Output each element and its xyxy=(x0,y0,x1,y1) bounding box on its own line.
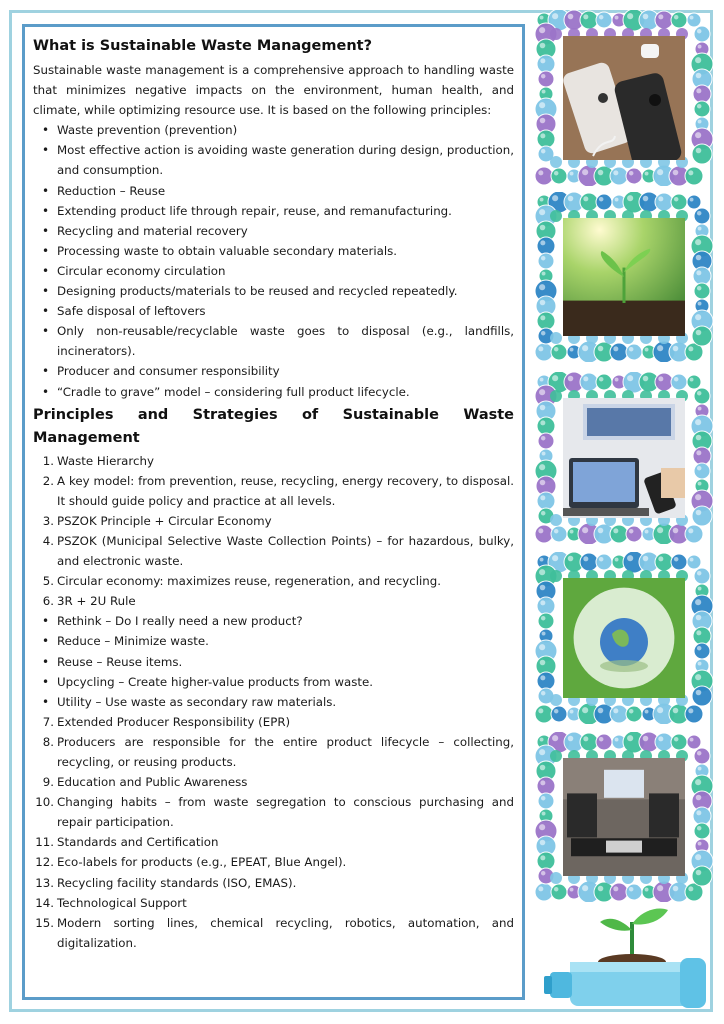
item-number: 4. xyxy=(42,533,54,548)
item-text: PSZOK (Municipal Selective Waste Collection Points) – for hazardous, bulky, and electronic waste. xyxy=(57,533,514,569)
section2-title: Principles and Strategies of Sustainable Waste Management xyxy=(33,406,514,446)
strategy-item xyxy=(33,571,514,591)
strategy-item xyxy=(33,913,514,953)
principle-item: • Only non-reusable/recyclable waste goes to disposal (e.g., landfills, incinerators). xyxy=(33,321,514,361)
principle-item: • Extending product life through repair, reuse, and remanufacturing. xyxy=(33,201,514,221)
section1-title: What is Sustainable Waste Management? xyxy=(33,38,373,54)
electronics-studio-image xyxy=(563,758,685,876)
item-number: 12. xyxy=(35,855,54,870)
item-text: Rethink – Do I really need a new product? xyxy=(57,614,303,629)
principle-item: • Recycling and material recovery xyxy=(33,221,514,241)
strategy-item xyxy=(33,591,514,611)
item-text: Modern sorting lines, chemical recycling, robotics, automation, and digitalization. xyxy=(57,915,514,950)
item-text: Standards and Certification xyxy=(57,835,219,850)
strategy-item xyxy=(33,712,514,732)
laptop-phone-image xyxy=(563,398,685,518)
item-number: 14. xyxy=(35,895,54,910)
seedling-image xyxy=(563,218,685,336)
principle-item: • Processing waste to obtain valuable secondary materials. xyxy=(33,241,514,261)
strategy-item xyxy=(33,832,514,852)
principle-item: • Circular economy circulation xyxy=(33,261,514,281)
devices-photo xyxy=(534,372,714,544)
item-number: 5. xyxy=(42,574,54,589)
item-text: Education and Public Awareness xyxy=(57,775,248,790)
principle-item: • Reduction – Reuse xyxy=(33,181,514,201)
strategy-item xyxy=(33,451,514,471)
item-text: Circular economy: maximizes reuse, regeneration, and recycling. xyxy=(57,574,442,589)
principle-item: • Waste prevention (prevention) xyxy=(33,120,514,140)
principle-item: • Safe disposal of leftovers xyxy=(33,301,514,321)
rule-bullet-item xyxy=(33,611,514,631)
strategies-list xyxy=(33,451,514,953)
bottle-sprout-icon xyxy=(540,900,710,1010)
item-number: 11. xyxy=(35,835,54,850)
strategy-item xyxy=(33,732,514,772)
item-number: 6. xyxy=(42,594,54,609)
principle-item: • Most effective action is avoiding waste generation during design, production, and consumption. xyxy=(33,140,514,180)
strategy-item xyxy=(33,893,514,913)
rule-bullet-item xyxy=(33,692,514,712)
earth-photo xyxy=(534,552,714,724)
text-panel xyxy=(22,24,525,1000)
item-number: 3. xyxy=(42,513,54,528)
principle-item: • Producer and consumer responsibility xyxy=(33,361,514,381)
item-number: 10. xyxy=(35,795,54,810)
item-text: Technological Support xyxy=(57,895,187,910)
item-number: 1. xyxy=(42,453,54,468)
item-text: Upcycling – Create higher-value products from waste. xyxy=(57,674,374,689)
rule-bullet-item xyxy=(33,672,514,692)
item-number: 13. xyxy=(35,875,54,890)
item-text: Reuse – Reuse items. xyxy=(57,654,183,669)
studio-photo xyxy=(534,732,714,902)
sprout-photo xyxy=(534,192,714,362)
item-text: Extended Producer Responsibility (EPR) xyxy=(57,714,291,729)
strategy-item xyxy=(33,531,514,571)
rule-bullet-item xyxy=(33,652,514,672)
strategy-item xyxy=(33,792,514,832)
strategy-item xyxy=(33,873,514,893)
item-number: 15. xyxy=(35,915,54,930)
strategy-item xyxy=(33,852,514,872)
item-text: Producers are responsible for the entire product lifecycle – collecting, recycling, or reusing products. xyxy=(57,734,514,769)
principle-item: • Designing products/materials to be reused and recycled repeatedly. xyxy=(33,281,514,301)
item-text: Recycling facility standards (ISO, EMAS). xyxy=(57,875,297,890)
item-number: 2. xyxy=(42,473,54,488)
principles-list xyxy=(33,120,514,401)
item-number: 9. xyxy=(42,775,54,790)
item-text: Reduce – Minimize waste. xyxy=(57,634,209,649)
phones-photo xyxy=(534,10,714,186)
rule-bullet-item xyxy=(33,631,514,651)
item-number: 8. xyxy=(42,734,54,749)
earth-leaves-image xyxy=(563,578,685,698)
item-text: Eco-labels for products (e.g., EPEAT, Blue Angel). xyxy=(57,855,347,870)
strategy-item xyxy=(33,511,514,531)
item-text: Changing habits – from waste segregation to conscious purchasing and repair participation. xyxy=(57,795,514,830)
item-text: A key model: from prevention, reuse, recycling, energy recovery, to disposal. It should guide policy and practice at all levels. xyxy=(57,473,514,508)
item-text: PSZOK Principle + Circular Economy xyxy=(57,513,272,528)
principle-item: • “Cradle to grave” model – considering full product lifecycle. xyxy=(33,382,514,402)
item-text: 3R + 2U Rule xyxy=(57,594,136,609)
item-text: Utility – Use waste as secondary raw materials. xyxy=(57,694,337,709)
item-number: 7. xyxy=(42,714,54,729)
smartphones-image xyxy=(563,36,685,160)
item-text: Waste Hierarchy xyxy=(57,453,154,468)
strategy-item xyxy=(33,471,514,511)
bottle-sprout-illustration xyxy=(540,900,710,1010)
strategy-item xyxy=(33,772,514,792)
section1-intro: Sustainable waste management is a comprehensive approach to handling waste that minimizes negative impacts on the environment, human health, and climate, while optimizing resource use. It is based on the following principles: xyxy=(33,63,514,118)
